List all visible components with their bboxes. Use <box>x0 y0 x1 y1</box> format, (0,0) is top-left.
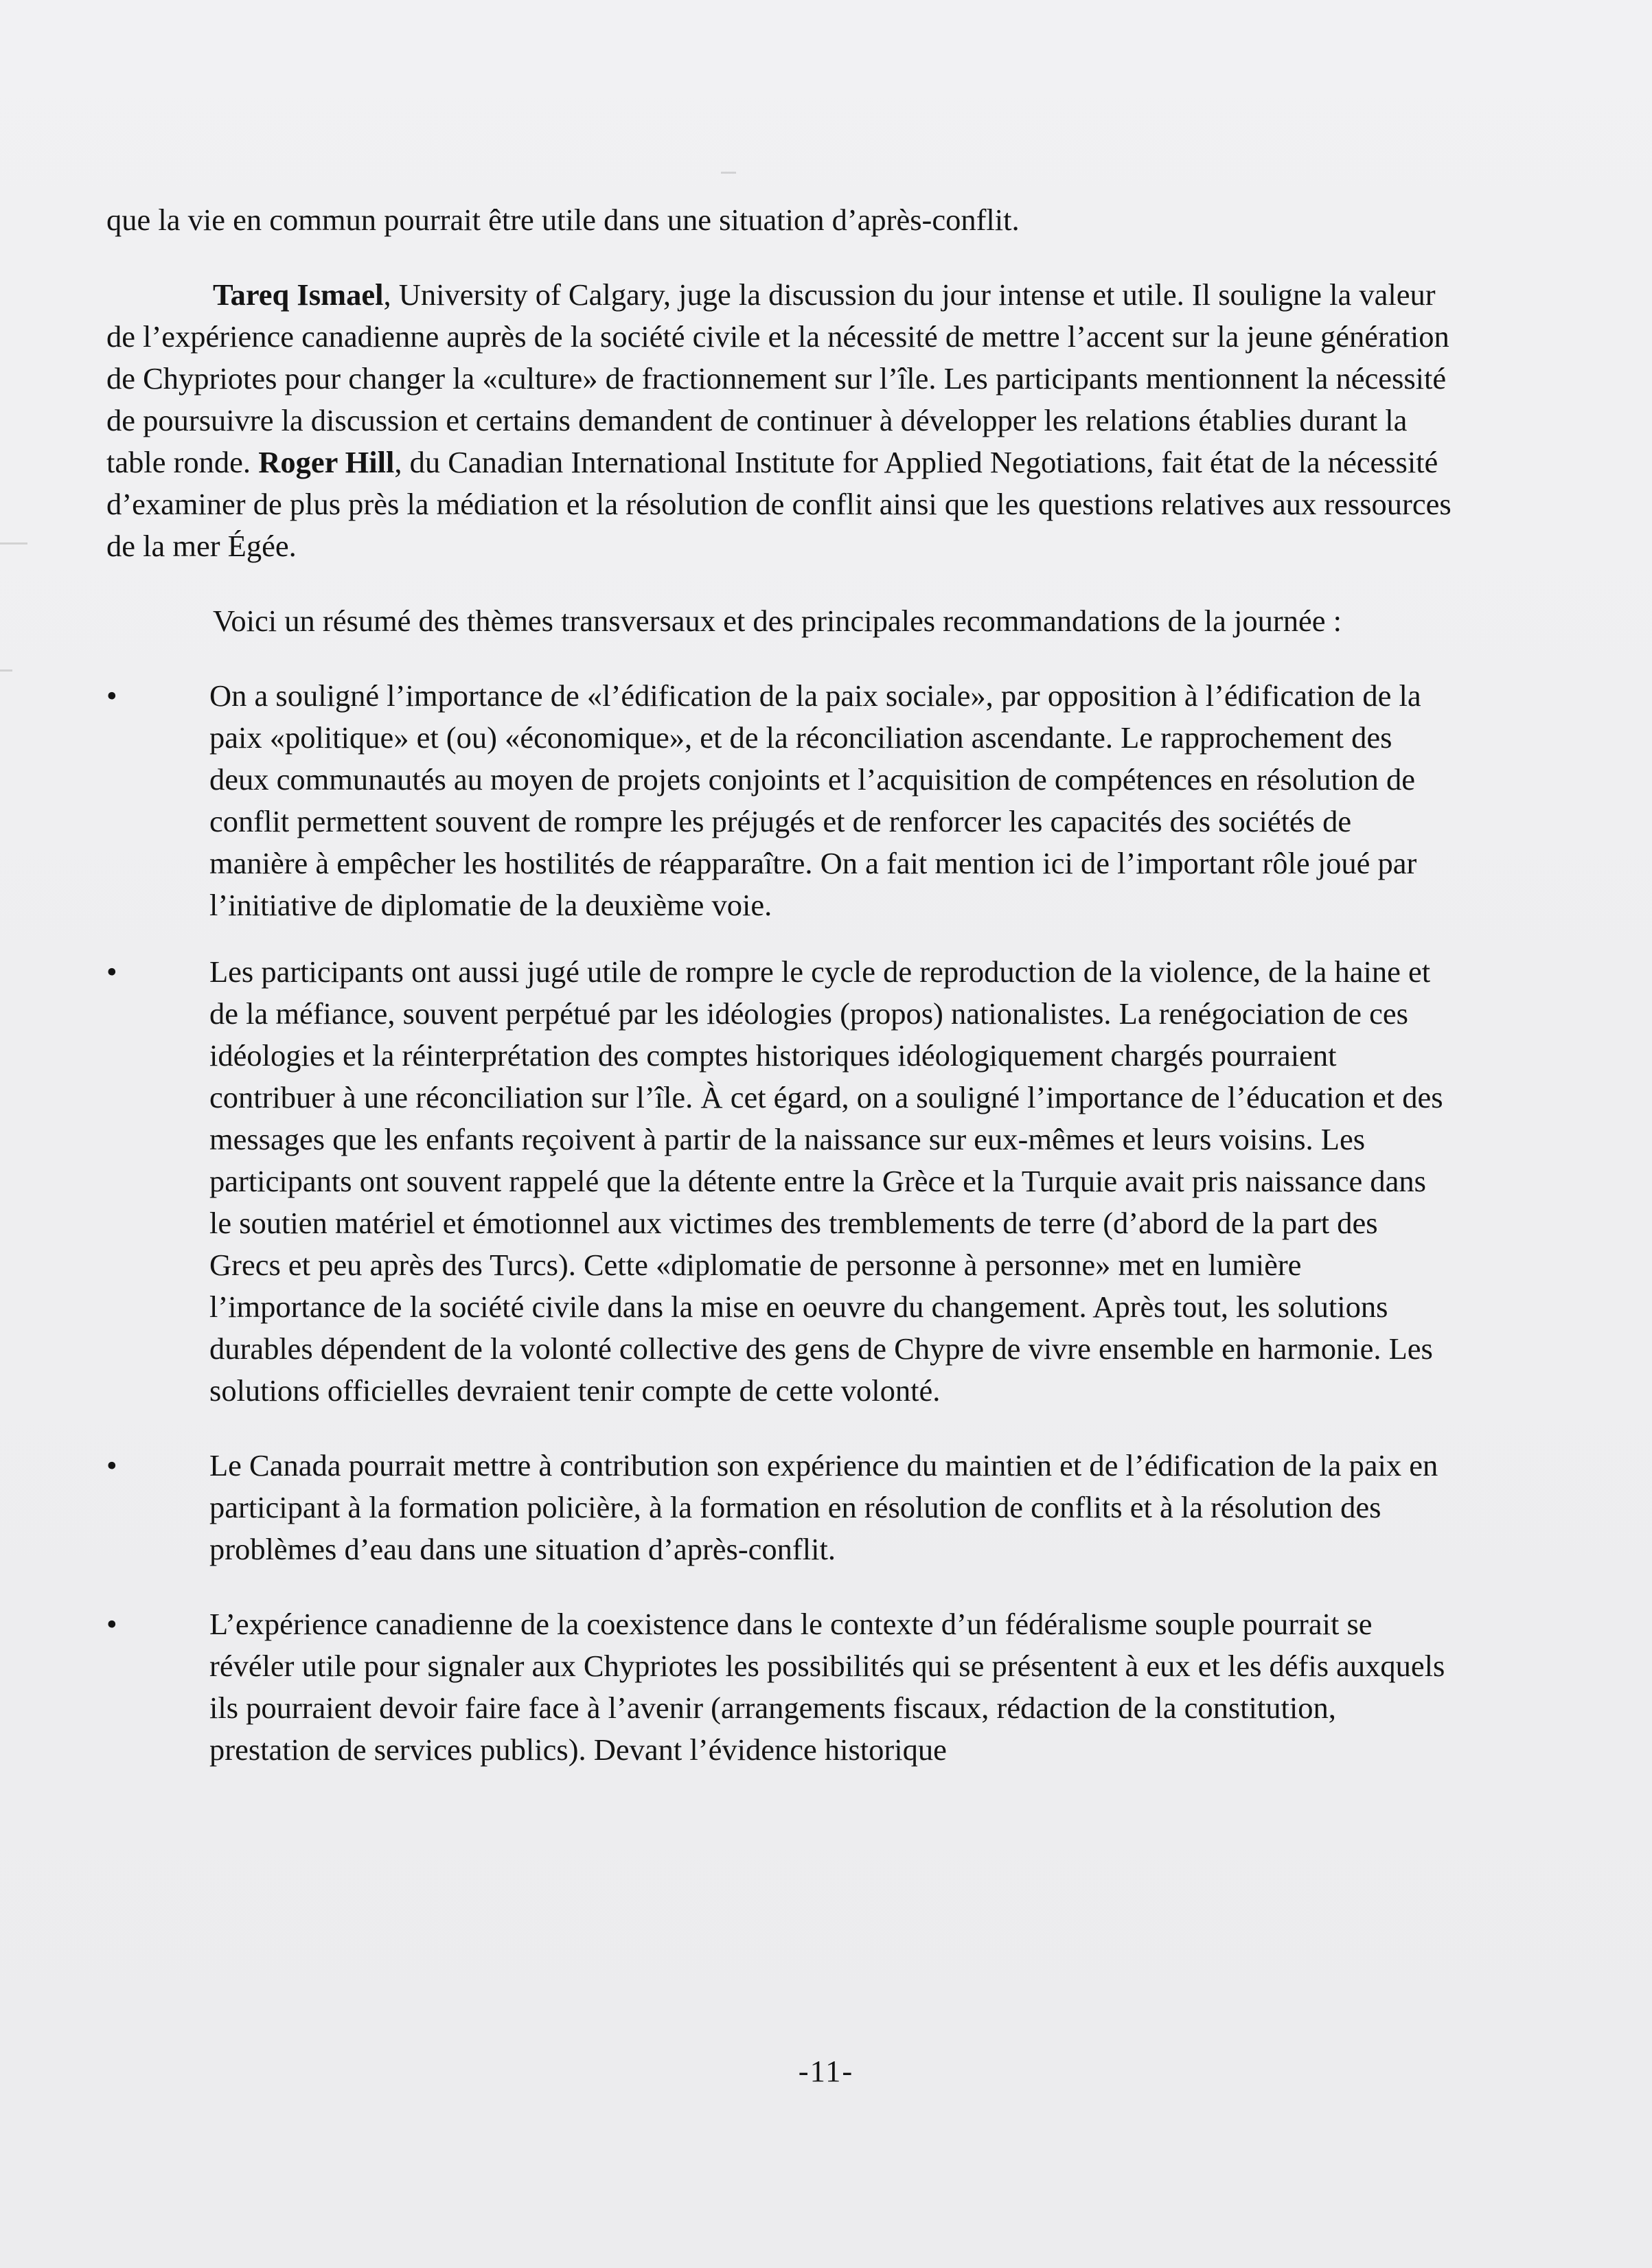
list-item-text: Le Canada pourrait mettre à contribution son expérience du maintien et de l’édification de la paix en participant à la formation policière, à la formation en résolution de conflits et à la résolution des problèmes d’eau dans une situation d’après-conflit. <box>209 1448 1438 1566</box>
bullet-icon: • <box>106 1448 117 1482</box>
bullet-icon: • <box>106 678 117 713</box>
paragraph-text: , University of Calgary, juge la discussion du jour intense et utile. Il souligne la valeur de l’expérience canadienne auprès de la société civile et la nécessité de mettre l’accent sur la jeune génération de Chypriotes pour changer la «culture» de fractionnement sur l’île. Les participants mentionnent la nécessité de poursuivre la discussion et certains demandent de continuer à développer les relations établies durant la table ronde. <box>106 277 1449 479</box>
scan-top-mark <box>721 172 736 174</box>
summary-intro: Voici un résumé des thèmes transversaux et des principales recommandations de la journée : <box>213 604 1342 638</box>
page-number: -11- <box>798 2054 854 2088</box>
list-item <box>106 951 1456 1412</box>
bullet-icon: • <box>106 954 117 989</box>
speaker-name: Roger Hill <box>258 445 395 479</box>
speaker-name: Tareq Ismael <box>213 277 384 312</box>
document-body <box>106 199 1456 1771</box>
intro-line: que la vie en commun pourrait être utile dans une situation d’après-conflit. <box>106 203 1020 237</box>
list-item-text: On a souligné l’importance de «l’édification de la paix sociale», par opposition à l’édification de la paix «politique» et (ou) «économique», et de la réconciliation ascendante. Le rapprochement des deux communautés au moyen de projets conjoints et l’acquisition de compétences en résolution de conflit permettent souvent de rompre les préjugés et de renforcer les capacités des sociétés de manière à empêcher les hostilités de réapparaître. On a fait mention ici de l’important rôle joué par l’initiative de diplomatie de la deuxième voie. <box>209 678 1421 922</box>
participants-paragraph <box>106 274 1456 567</box>
list-item <box>106 1603 1456 1771</box>
list-item-text: L’expérience canadienne de la coexistence dans le contexte d’un fédéralisme souple pourrait se révéler utile pour signaler aux Chypriotes les possibilités qui se présentent à eux et les défis auxquels ils pourraient devoir faire face à l’avenir (arrangements fiscaux, rédaction de la constitution, prestation de services publics). Devant l’évidence historique <box>209 1607 1445 1767</box>
scan-edge-mark <box>0 542 27 545</box>
list-item <box>106 1445 1456 1570</box>
list-item <box>106 675 1456 926</box>
scan-edge-mark <box>0 669 12 672</box>
paragraph-text: , du Canadian International Institute for Applied Negotiations, fait état de la nécessité d’examiner de plus près la médiation et la résolution de conflit ainsi que les questions relatives aux ressources de la mer Égée. <box>106 445 1452 563</box>
bullet-icon: • <box>106 1607 117 1641</box>
list-item-text: Les participants ont aussi jugé utile de rompre le cycle de reproduction de la violence, de la haine et de la méfiance, souvent perpétué par les idéologies (propos) nationalistes. La renégociation de ces idéologies et la réinterprétation des comptes historiques idéologiquement chargés pourraient contribuer à une réconciliation sur l’île. À cet égard, on a souligné l’importance de l’éducation et des messages que les enfants reçoivent à partir de la naissance sur eux-mêmes et leurs voisins. Les participants ont souvent rappelé que la détente entre la Grèce et la Turquie avait pris naissance dans le soutien matériel et émotionnel aux victimes des tremblements de terre (d’abord de la part des Grecs et peu après des Turcs). Cette «diplomatie de personne à personne» met en lumière l’importance de la société civile dans la mise en oeuvre du changement. Après tout, les solutions durables dépendent de la volonté collective des gens de Chypre de vivre ensemble en harmonie. Les solutions officielles devraient tenir compte de cette volonté. <box>209 954 1443 1408</box>
